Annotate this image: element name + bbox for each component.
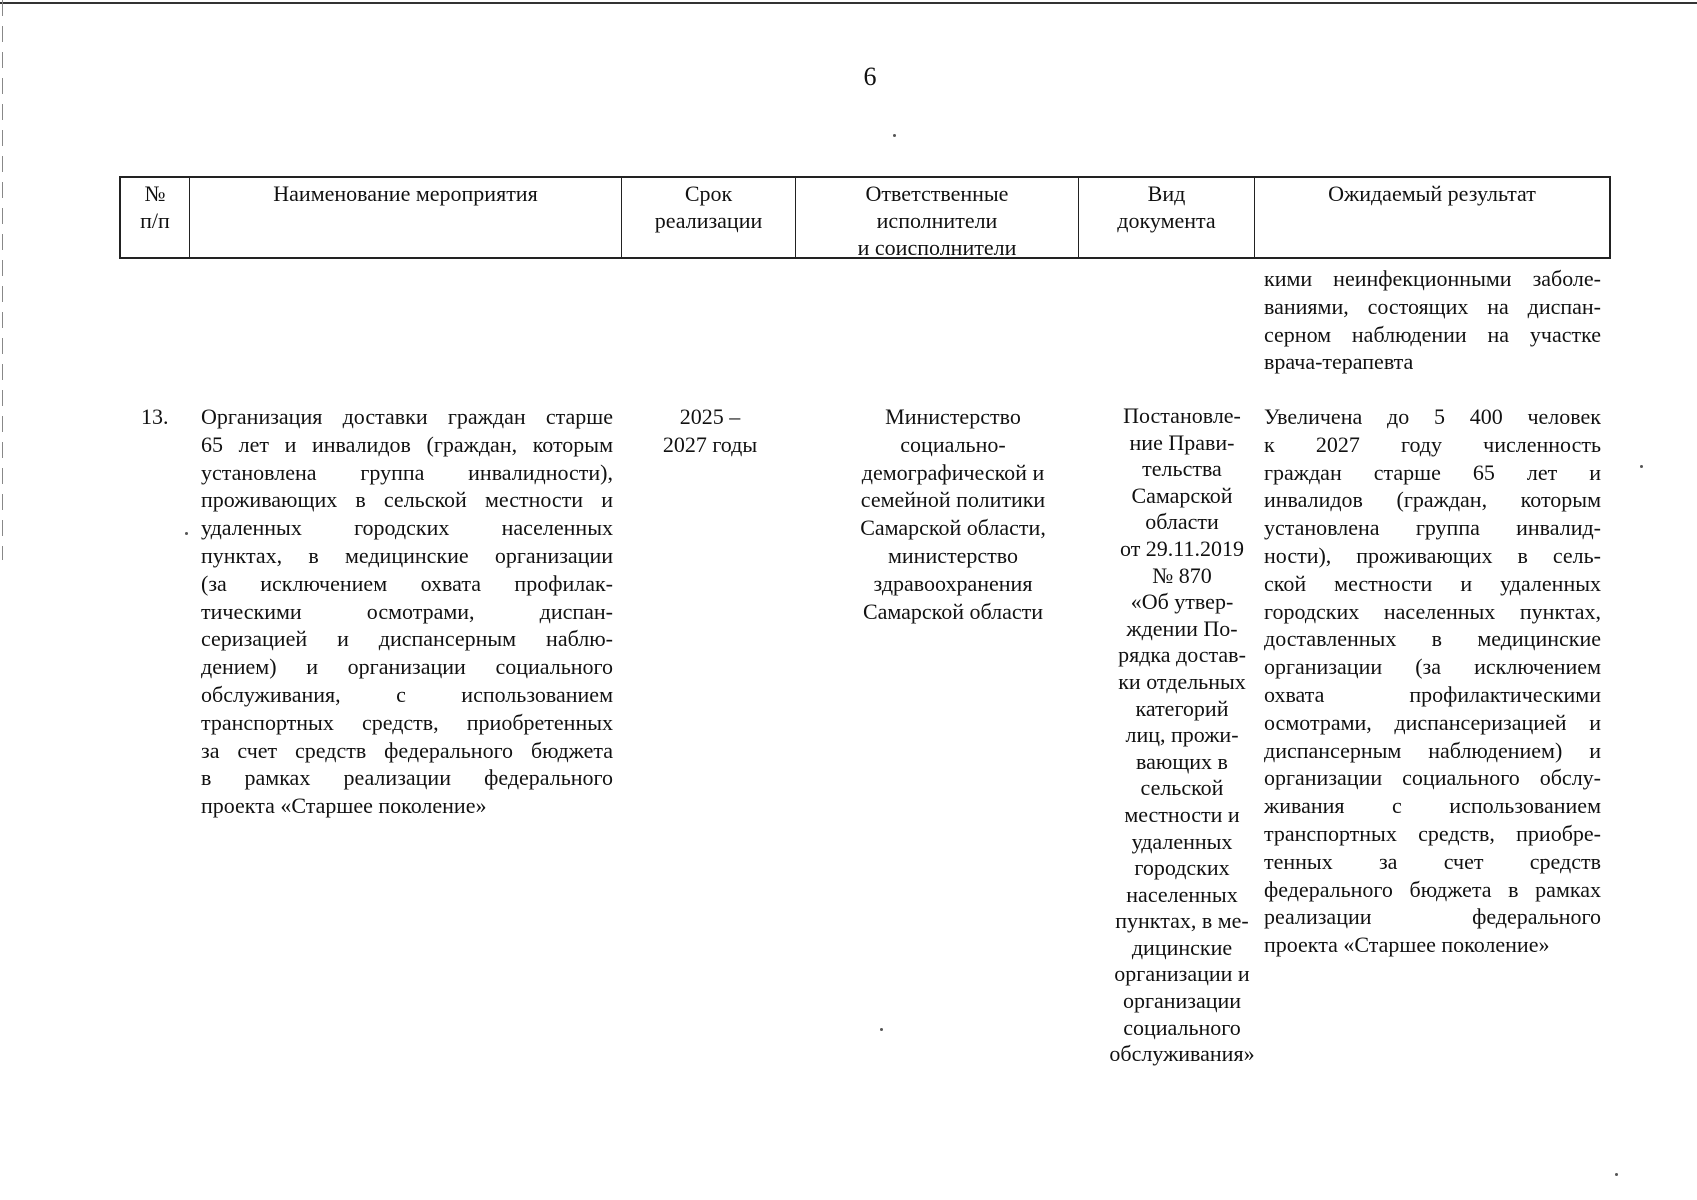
text-line: здравоохранения bbox=[873, 570, 1033, 596]
text-line: Увеличена до 5 400 человек bbox=[1264, 404, 1601, 429]
text-line: категорий bbox=[1135, 695, 1229, 721]
text-line: № 870 bbox=[1152, 562, 1212, 588]
text-line: транспортных средств, приобретенных bbox=[201, 709, 613, 735]
text-line: федерального бюджета в рамках bbox=[1264, 876, 1601, 902]
text-line: доставленных в медицинские bbox=[1264, 626, 1601, 652]
text-line: документа bbox=[1117, 208, 1216, 233]
text-line: городских bbox=[1134, 855, 1230, 881]
text-line: Ожидаемый результат bbox=[1328, 181, 1536, 206]
text-line: живания с использованием bbox=[1264, 793, 1601, 819]
text-line: ки отдельных bbox=[1118, 668, 1246, 694]
scan-speck bbox=[880, 1028, 883, 1031]
header-number bbox=[121, 178, 190, 257]
text-line: министерство bbox=[887, 542, 1018, 568]
text-line: к 2027 году численность bbox=[1264, 431, 1601, 457]
text-line: лиц, прожи- bbox=[1125, 722, 1239, 748]
text-line: вающих в bbox=[1136, 748, 1228, 774]
text-line: тическими осмотрами, диспан- bbox=[201, 598, 613, 624]
text-line: реализации федерального bbox=[1264, 904, 1601, 930]
text-line: обслуживания, с использованием bbox=[201, 681, 613, 707]
text-line: проживающих в сельской местности и bbox=[201, 487, 613, 513]
continued-result-text bbox=[1264, 265, 1601, 376]
text-line: Срок bbox=[684, 181, 733, 206]
text-line: демографической и bbox=[861, 459, 1045, 485]
text-line: социального bbox=[1123, 1014, 1241, 1040]
page-number: 6 bbox=[863, 62, 877, 91]
scan-speck bbox=[1640, 465, 1643, 468]
text-line: ской местности и удаленных bbox=[1264, 570, 1601, 596]
text-line: организации и bbox=[1114, 961, 1250, 987]
header-responsible bbox=[796, 178, 1079, 260]
text-line: в рамках реализации федерального bbox=[201, 765, 613, 791]
text-line: ние Прави- bbox=[1129, 429, 1235, 455]
implementation-term bbox=[631, 403, 789, 459]
text-line: ждении По- bbox=[1126, 615, 1238, 641]
scan-speck bbox=[1615, 1173, 1618, 1176]
text-line: 65 лет и инвалидов (граждан, которым bbox=[201, 431, 613, 457]
text-line: врача-терапевта bbox=[1264, 349, 1414, 375]
text-line: № bbox=[144, 181, 166, 206]
text-line: семейной политики bbox=[860, 487, 1046, 513]
responsible-executors bbox=[812, 403, 1094, 625]
text-line: тельства bbox=[1142, 456, 1222, 482]
text-line: рядка достав- bbox=[1118, 642, 1246, 668]
text-line: серном наблюдении на участке bbox=[1264, 321, 1601, 347]
text-line: тенных за счет средств bbox=[1264, 848, 1601, 874]
text-line: установлена группа инвалидности), bbox=[201, 459, 613, 485]
document-type bbox=[1087, 403, 1277, 1068]
text-line: ваниями, состоящих на диспан- bbox=[1264, 293, 1601, 319]
text-line: местности и bbox=[1124, 801, 1240, 827]
text-line: Постановле- bbox=[1123, 403, 1241, 428]
table-row bbox=[119, 403, 1611, 1103]
text-line: социально- bbox=[900, 431, 1006, 457]
table-header bbox=[119, 176, 1611, 259]
text-line: установлена группа инвалид- bbox=[1264, 515, 1601, 541]
text-line: ности), проживающих в сель- bbox=[1264, 542, 1601, 568]
text-line: населенных bbox=[1126, 881, 1238, 907]
text-line: охвата профилактическими bbox=[1264, 681, 1601, 707]
text-line: от 29.11.2019 bbox=[1119, 535, 1244, 561]
header-term bbox=[622, 178, 796, 257]
text-line: Наименование мероприятия bbox=[273, 181, 538, 206]
header-event-name bbox=[190, 178, 622, 257]
text-line: Самарской области bbox=[862, 598, 1044, 624]
text-line: инвалидов (граждан, которым bbox=[1264, 487, 1601, 513]
text-line: п/п bbox=[140, 208, 170, 233]
text-line: обслуживания» bbox=[1109, 1041, 1255, 1067]
text-line: 2025 – bbox=[679, 404, 741, 429]
top-border bbox=[0, 2, 1697, 4]
text-line: и соисполнители bbox=[857, 235, 1017, 260]
text-line: Организация доставки граждан старше bbox=[201, 404, 613, 429]
scan-speck bbox=[185, 532, 188, 535]
text-line: пунктах, в медицинские организации bbox=[201, 542, 613, 568]
text-line: удаленных bbox=[1131, 828, 1233, 854]
text-line: осмотрами, диспансеризацией и bbox=[1264, 709, 1601, 735]
text-line: кими неинфекционными заболе- bbox=[1264, 266, 1601, 291]
text-line: организации (за исключением bbox=[1264, 654, 1601, 680]
text-line: за счет средств федерального бюджета bbox=[201, 737, 613, 763]
text-line: Министерство bbox=[885, 404, 1021, 429]
text-line: Вид bbox=[1147, 181, 1186, 206]
text-line: серизацией и диспансерным наблю- bbox=[201, 626, 613, 652]
text-line: граждан старше 65 лет и bbox=[1264, 459, 1601, 485]
text-line: Самарской области, bbox=[860, 515, 1046, 541]
row-number: 13. bbox=[141, 404, 169, 429]
text-line: диспансерным наблюдением) и bbox=[1264, 737, 1601, 763]
header-expected-result bbox=[1255, 178, 1609, 257]
text-line: Самарской bbox=[1131, 482, 1233, 508]
text-line: исполнители bbox=[876, 208, 998, 233]
text-line: удаленных городских населенных bbox=[201, 515, 613, 541]
text-line: (за исключением охвата профилак- bbox=[201, 570, 613, 596]
text-line: транспортных средств, приобре- bbox=[1264, 820, 1601, 846]
text-line: реализации bbox=[654, 208, 763, 233]
text-line: пунктах, в ме- bbox=[1115, 908, 1249, 934]
text-line: организации bbox=[1122, 988, 1242, 1014]
text-line: «Об утвер- bbox=[1130, 589, 1234, 615]
text-line: проекта «Старшее поколение» bbox=[1264, 932, 1550, 958]
header-document-type bbox=[1079, 178, 1255, 257]
event-name bbox=[201, 403, 613, 820]
text-line: области bbox=[1145, 509, 1219, 535]
text-line: сельской bbox=[1140, 775, 1224, 801]
text-line: организации социального обслу- bbox=[1264, 765, 1601, 791]
text-line: 2027 годы bbox=[662, 431, 758, 457]
text-line: дением) и организации социального bbox=[201, 654, 613, 680]
text-line: городских населенных пунктах, bbox=[1264, 598, 1601, 624]
text-line: дицинские bbox=[1131, 934, 1233, 960]
scan-speck bbox=[893, 134, 896, 137]
expected-result bbox=[1264, 403, 1601, 959]
text-line: проекта «Старшее поколение» bbox=[201, 793, 487, 819]
text-line: Ответственные bbox=[865, 181, 1009, 206]
